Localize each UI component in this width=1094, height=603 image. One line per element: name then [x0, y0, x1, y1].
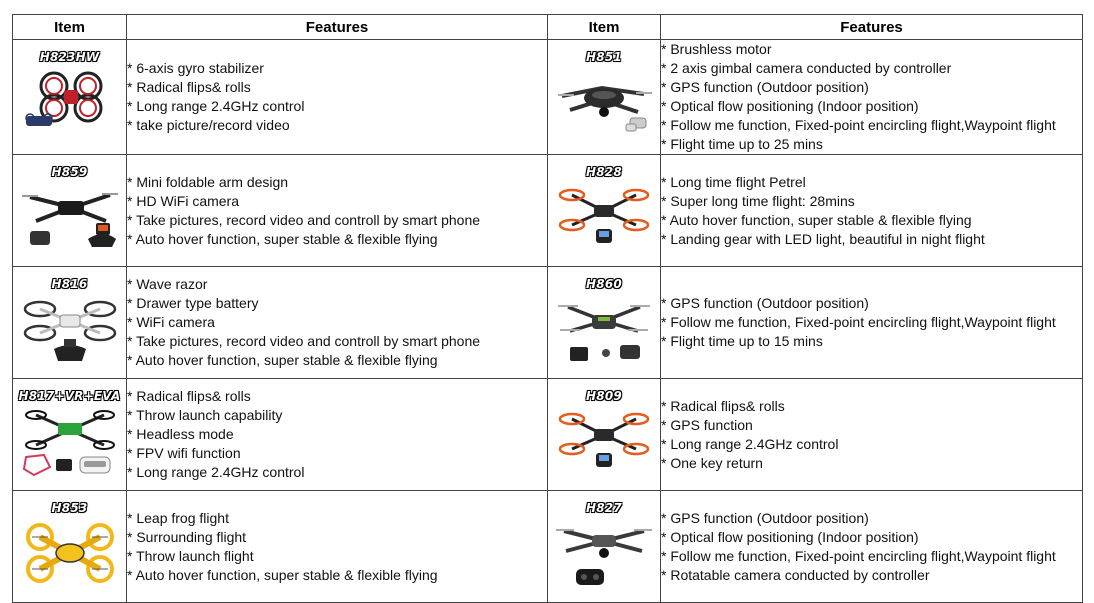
feature-line: * Radical flips& rolls — [127, 388, 251, 404]
feature-line: * Auto hover function, super stable & flexible flying — [127, 566, 438, 583]
feature-line: * Landing gear with LED light, beautiful in night flight — [661, 230, 985, 247]
feature-line: * Drawer type battery — [127, 295, 259, 311]
model-name: H809 — [586, 389, 622, 403]
item-cell — [548, 379, 661, 491]
features-cell — [661, 379, 1083, 491]
item-cell — [548, 40, 661, 155]
table-row — [13, 379, 1083, 491]
feature-line: * GPS function (Outdoor position) — [661, 509, 869, 526]
feature-line: * GPS function (Outdoor position) — [661, 295, 869, 311]
features-cell — [127, 379, 548, 491]
feature-line: * Super long time flight: 28mins — [661, 192, 855, 209]
feature-line: * Flight time up to 25 mins — [661, 136, 823, 152]
feature-line: * WiFi camera — [127, 314, 215, 330]
feature-line: * Throw launch flight — [127, 547, 254, 564]
features-cell — [661, 267, 1083, 379]
feature-line: * Follow me function, Fixed-point encircling flight,Waypoint flight — [661, 117, 1056, 133]
feature-line: * Headless mode — [127, 426, 234, 442]
table-row — [13, 155, 1083, 267]
feature-line: * FPV wifi function — [127, 445, 241, 461]
features-header: Features — [661, 15, 1083, 40]
table-row — [13, 491, 1083, 603]
feature-line: * Brushless motor — [661, 41, 772, 57]
item-cell — [13, 40, 127, 155]
model-name: H851 — [586, 50, 622, 64]
features-cell — [127, 491, 548, 603]
feature-line: * Leap frog flight — [127, 509, 229, 526]
drone-foldable-icon — [13, 181, 126, 258]
feature-line: * Follow me function, Fixed-point encircling flight,Waypoint flight — [661, 314, 1056, 330]
table-row — [13, 40, 1083, 155]
feature-line: * Auto hover function, super stable & flexible flying — [661, 211, 972, 228]
feature-line: * Mini foldable arm design — [127, 173, 289, 190]
drone-gps-icon — [548, 293, 660, 370]
header-row — [13, 15, 1083, 40]
model-name: H817+VR+EVA — [18, 389, 121, 403]
drone-fpv-icon — [13, 405, 126, 482]
drone-camera-icon — [548, 517, 660, 594]
drone-guarded-icon — [13, 293, 126, 370]
features-cell — [127, 155, 548, 267]
model-name: H823HW — [39, 50, 100, 64]
model-name: H828 — [586, 165, 622, 179]
features-cell — [127, 40, 548, 155]
feature-line: * 6-axis gyro stabilizer — [127, 60, 264, 76]
feature-line: * Wave razor — [127, 276, 208, 292]
feature-line: * 2 axis gimbal camera conducted by controller — [661, 60, 952, 76]
features-header: Features — [127, 15, 548, 40]
features-cell — [127, 267, 548, 379]
feature-line: * GPS function — [661, 416, 753, 433]
drone-cage-icon — [13, 66, 126, 137]
item-cell — [13, 267, 127, 379]
table-row — [13, 267, 1083, 379]
feature-line: * Long range 2.4GHz control — [127, 464, 305, 480]
model-name: H853 — [51, 501, 88, 515]
feature-line: * Auto hover function, super stable & flexible flying — [127, 230, 438, 247]
feature-line: * Radical flips& rolls — [661, 397, 785, 414]
features-cell — [661, 40, 1083, 155]
feature-line: * Flight time up to 15 mins — [661, 333, 823, 349]
drone-gimbal-icon — [548, 66, 660, 143]
feature-line: * Optical flow positioning (Indoor position) — [661, 98, 919, 114]
drone-yellow-icon — [13, 517, 126, 594]
model-name: H816 — [51, 277, 88, 291]
model-name: H827 — [586, 501, 622, 515]
feature-line: * Take pictures, record video and controll by smart phone — [127, 333, 481, 349]
features-cell — [661, 155, 1083, 267]
feature-line: * Auto hover function, super stable & flexible flying — [127, 352, 438, 368]
feature-line: * HD WiFi camera — [127, 192, 240, 209]
feature-line: * Surrounding flight — [127, 528, 247, 545]
feature-line: * take picture/record video — [127, 117, 290, 133]
item-cell — [548, 155, 661, 267]
item-cell — [548, 267, 661, 379]
item-cell — [13, 155, 127, 267]
item-header: Item — [13, 15, 127, 40]
feature-line: * Follow me function, Fixed-point encircling flight,Waypoint flight — [661, 547, 1056, 564]
features-cell — [661, 491, 1083, 603]
item-cell — [548, 491, 661, 603]
feature-line: * Take pictures, record video and controll by smart phone — [127, 211, 481, 228]
feature-line: * Long range 2.4GHz control — [661, 435, 839, 452]
item-cell — [13, 491, 127, 603]
feature-line: * Rotatable camera conducted by controller — [661, 566, 930, 583]
product-spec-table — [12, 14, 1083, 603]
item-header: Item — [548, 15, 661, 40]
feature-line: * Optical flow positioning (Indoor position) — [661, 528, 919, 545]
model-name: H859 — [51, 165, 88, 179]
feature-line: * Radical flips& rolls — [127, 79, 251, 95]
feature-line: * Throw launch capability — [127, 407, 283, 423]
model-name: H860 — [586, 277, 622, 291]
feature-line: * Long range 2.4GHz control — [127, 98, 305, 114]
item-cell — [13, 379, 127, 491]
drone-quad-icon — [548, 405, 660, 478]
drone-quad-icon — [548, 181, 660, 254]
feature-line: * GPS function (Outdoor position) — [661, 79, 869, 95]
feature-line: * Long time flight Petrel — [661, 173, 806, 190]
feature-line: * One key return — [661, 454, 763, 471]
